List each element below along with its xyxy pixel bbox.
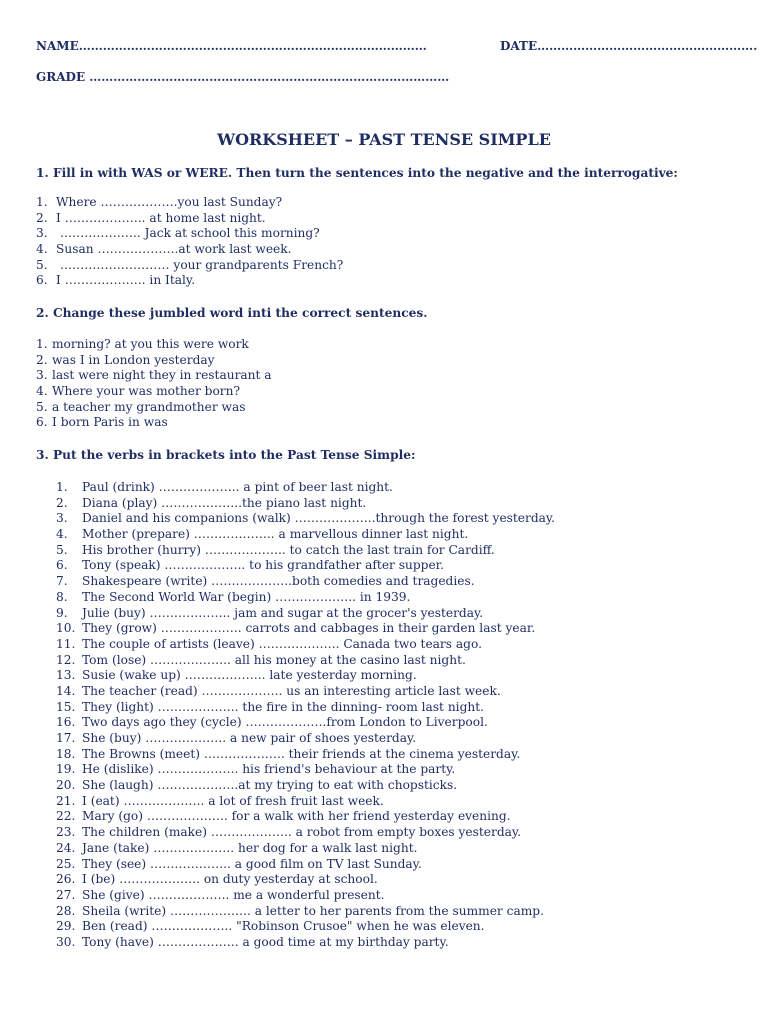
list-item	[56, 809, 555, 825]
item-number: 12.	[56, 652, 76, 667]
section-1-list	[36, 195, 343, 289]
list-item	[36, 415, 272, 431]
item-number: 15.	[56, 699, 76, 714]
item-text: I born Paris in was	[52, 415, 168, 430]
item-number: 8.	[56, 589, 68, 604]
item-text: Mother (prepare) ……………….. a marvellous dinner last night.	[82, 527, 469, 542]
item-text: Tony (have) ……………….. a good time at my birthday party.	[82, 934, 449, 949]
section-3-heading: 3. Put the verbs in brackets into the Past Tense Simple:	[36, 448, 416, 462]
item-text: They (grow) ……………….. carrots and cabbages in their garden last year.	[82, 621, 536, 636]
item-text: Jane (take) ……………….. her dog for a walk last night.	[82, 840, 418, 855]
item-text: I ……………….. in Italy.	[56, 273, 196, 288]
list-item	[56, 606, 555, 622]
item-number: 7.	[56, 574, 68, 589]
list-item	[56, 762, 555, 778]
list-item	[56, 747, 555, 763]
list-item	[36, 384, 272, 400]
item-number: 16.	[56, 715, 76, 730]
section-2-list	[36, 337, 272, 431]
item-number: 18.	[56, 746, 76, 761]
item-number: 3.	[36, 368, 48, 383]
item-number: 5.	[56, 542, 68, 557]
item-text: They (see) ……………….. a good film on TV last Sunday.	[82, 856, 422, 871]
item-text: He (dislike) ……………….. his friend's behaviour at the party.	[82, 762, 456, 777]
list-item	[36, 226, 343, 242]
item-number: 6.	[36, 415, 48, 430]
item-number: 23.	[56, 825, 76, 840]
item-text: Daniel and his companions (walk) ………………..through the forest yesterday.	[82, 511, 556, 526]
list-item	[56, 668, 555, 684]
item-number: 4.	[36, 384, 48, 399]
item-text: They (light) ……………….. the fire in the dinning- room last night.	[82, 699, 484, 714]
item-number: 5.	[36, 257, 48, 272]
worksheet-title: WORKSHEET – PAST TENSE SIMPLE	[217, 130, 551, 149]
item-number: 3.	[36, 226, 48, 241]
item-number: 29.	[56, 919, 76, 934]
list-item	[56, 480, 555, 496]
item-text: The children (make) ……………….. a robot from empty boxes yesterday.	[82, 825, 522, 840]
list-item	[56, 621, 555, 637]
item-text: Susan ………………..at work last week.	[56, 242, 292, 257]
item-text: Tony (speak) ……………….. to his grandfather after supper.	[82, 558, 445, 573]
item-number: 2.	[36, 210, 48, 225]
list-item	[56, 637, 555, 653]
item-number: 1.	[36, 195, 48, 209]
item-text: His brother (hurry) ……………….. to catch the last train for Cardiff.	[82, 542, 495, 557]
item-number: 20.	[56, 778, 76, 793]
list-item	[56, 653, 555, 669]
item-text: ……………….. Jack at school this morning?	[56, 226, 320, 241]
item-number: 4.	[36, 242, 48, 257]
list-item	[36, 273, 343, 289]
item-text: Tom (lose) ……………….. all his money at the casino last night.	[82, 652, 466, 667]
item-number: 6.	[36, 273, 48, 288]
list-item	[36, 353, 272, 369]
list-item	[56, 558, 555, 574]
list-item	[36, 368, 272, 384]
item-text: The couple of artists (leave) ……………….. Canada two tears ago.	[82, 636, 482, 651]
list-item	[56, 511, 555, 527]
list-item	[56, 778, 555, 794]
item-text: was I in London yesterday	[52, 352, 215, 367]
item-text: I ……………….. at home last night.	[56, 210, 266, 225]
item-text: Shakespeare (write) ………………..both comedies and tragedies.	[82, 574, 475, 589]
item-text: She (laugh) ………………..at my trying to eat with chopsticks.	[82, 778, 458, 793]
list-item	[56, 574, 555, 590]
item-text: Ben (read) ……………….. "Robinson Crusoe" when he was eleven.	[82, 919, 485, 934]
list-item	[56, 825, 555, 841]
list-item	[56, 527, 555, 543]
list-item	[56, 715, 555, 731]
item-number: 5.	[36, 399, 48, 414]
item-text: The teacher (read) ……………….. us an interesting article last week.	[82, 683, 501, 698]
item-number: 9.	[56, 605, 68, 620]
date-field-line: DATE……………………………………………….	[500, 39, 758, 53]
list-item	[56, 684, 555, 700]
item-number: 25.	[56, 856, 76, 871]
item-number: 26.	[56, 872, 76, 887]
item-text: Diana (play) ………………..the piano last night.	[82, 495, 367, 510]
list-item	[56, 888, 555, 904]
item-number: 1.	[36, 337, 48, 351]
item-text: Mary (go) ……………….. for a walk with her friend yesterday evening.	[82, 809, 511, 824]
item-number: 27.	[56, 887, 76, 902]
list-item	[36, 400, 272, 416]
item-text: The Second World War (begin) ……………….. in 1939.	[82, 589, 411, 604]
list-item	[56, 857, 555, 873]
item-text: a teacher my grandmother was	[52, 399, 246, 414]
item-text: ……………………… your grandparents French?	[56, 257, 344, 272]
list-item	[36, 258, 343, 274]
item-number: 21.	[56, 793, 76, 808]
list-item	[56, 935, 555, 951]
item-text: I (eat) ……………….. a lot of fresh fruit last week.	[82, 793, 384, 808]
item-number: 10.	[56, 621, 76, 636]
item-text: morning? at you this were work	[52, 337, 249, 351]
item-number: 6.	[56, 558, 68, 573]
list-item	[56, 700, 555, 716]
item-text: She (give) ……………….. me a wonderful present.	[82, 887, 385, 902]
item-text: last were night they in restaurant a	[52, 368, 272, 383]
item-number: 4.	[56, 527, 68, 542]
item-number: 3.	[56, 511, 68, 526]
list-item	[36, 337, 272, 353]
list-item	[36, 211, 343, 227]
item-number: 24.	[56, 840, 76, 855]
section-2-heading: 2. Change these jumbled word inti the correct sentences.	[36, 306, 428, 320]
item-number: 2.	[36, 352, 48, 367]
item-number: 14.	[56, 683, 76, 698]
item-number: 13.	[56, 668, 76, 683]
list-item	[56, 590, 555, 606]
item-text: Where your was mother born?	[52, 384, 241, 399]
item-text: Susie (wake up) ……………….. late yesterday morning.	[82, 668, 417, 683]
section-1-heading: 1. Fill in with WAS or WERE. Then turn the sentences into the negative and the interrogative:	[36, 166, 678, 180]
item-text: The Browns (meet) ……………….. their friends at the cinema yesterday.	[82, 746, 521, 761]
item-number: 28.	[56, 903, 76, 918]
item-number: 22.	[56, 809, 76, 824]
list-item	[36, 195, 343, 211]
item-text: She (buy) ……………….. a new pair of shoes yesterday.	[82, 731, 417, 745]
list-item	[36, 242, 343, 258]
item-text: Where ……………….you last Sunday?	[56, 195, 283, 209]
grade-field-line: GRADE ………………………………………………………………………………	[36, 70, 450, 84]
list-item	[56, 904, 555, 920]
list-item	[56, 496, 555, 512]
list-item	[56, 731, 555, 747]
item-text: Two days ago they (cycle) ………………..from London to Liverpool.	[82, 715, 488, 730]
item-number: 11.	[56, 636, 76, 651]
name-field-line: NAME……………………………………………………………………………	[36, 39, 427, 53]
list-item	[56, 919, 555, 935]
item-text: Julie (buy) ……………….. jam and sugar at the grocer's yesterday.	[82, 605, 484, 620]
item-number: 17.	[56, 731, 76, 745]
item-number: 19.	[56, 762, 76, 777]
item-number: 1.	[56, 480, 68, 494]
list-item	[56, 543, 555, 559]
item-number: 30.	[56, 934, 76, 949]
list-item	[56, 841, 555, 857]
item-text: Paul (drink) ……………….. a pint of beer last night.	[82, 480, 393, 494]
item-number: 2.	[56, 495, 68, 510]
list-item	[56, 794, 555, 810]
list-item	[56, 872, 555, 888]
section-3-list	[56, 480, 555, 951]
item-text: I (be) ……………….. on duty yesterday at school.	[82, 872, 378, 887]
item-text: Sheila (write) ……………….. a letter to her parents from the summer camp.	[82, 903, 544, 918]
